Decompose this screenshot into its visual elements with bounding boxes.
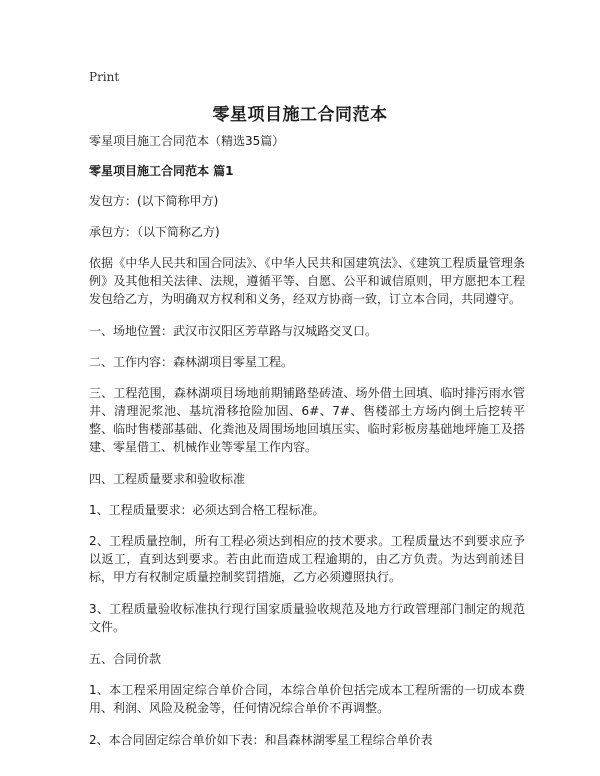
paragraph-quality-control: 2、工程质量控制，所有工程必须达到相应的技术要求。工程质量达不到要求应予以返工，直到达到要求。若由此而造成工程逾期的，由乙方负责。为达到前述目标，甲方有权制定质量控制奖罚措施，乙方必须遵照执行。: [89, 534, 525, 584]
print-label: Print: [89, 70, 120, 84]
paragraph-quality-requirement: 1、工程质量要求：必须达到合格工程标准。: [89, 503, 325, 517]
document-subtitle: 零星项目施工合同范本（精选35篇）: [89, 134, 285, 148]
paragraph-unit-price-table: 2、本合同固定综合单价如下表：和昌森林湖零星工程综合单价表: [89, 733, 433, 747]
paragraph-work-content: 二、工作内容：森林湖项目零星工程。: [89, 355, 294, 369]
page-title: 零星项目施工合同范本: [212, 105, 388, 125]
paragraph-legal-basis: 依据《中华人民共和国合同法》、《中华人民共和国建筑法》、《建筑工程质量管理条例》及其他相关法律、法规，遵循平等、自愿、公平和诚信原则，甲方愿把本工程发包给乙方，为明确双方权利和义务，经双方协商一致，订立本合同，共同遵守。: [89, 256, 525, 306]
paragraph-employer: 发包方：(以下简称甲方): [89, 194, 219, 208]
heading-contract-price: 五、合同价款: [89, 652, 162, 666]
heading-quality: 四、工程质量要求和验收标准: [89, 472, 246, 486]
paragraph-work-scope: 三、工程范围，森林湖项目场地前期铺路垫砖渣、场外借土回填、临时排污雨水管井、清理泥浆池、基坑滑移抢险加固、6#、7#、售楼部土方场内倒土后挖转平整、临时售楼部基础、化粪池及周围场地回填压实、临时彩板房基础地坪施工及搭建、零星借工、机械作业等零星工作内容。: [89, 386, 525, 454]
section-heading: 零星项目施工合同范本 篇1: [89, 164, 234, 178]
paragraph-fixed-price: 1、本工程采用固定综合单价合同，本综合单价包括完成本工程所需的一切成本费用、利润、风险及税金等，任何情况综合单价不再调整。: [89, 683, 525, 715]
paragraph-contractor: 承包方：（以下简称乙方): [89, 225, 220, 239]
paragraph-site-location: 一、场地位置：武汉市汉阳区芳草路与汉城路交叉口。: [89, 324, 378, 338]
document-body: [89, 132, 525, 762]
paragraph-acceptance-standard: 3、工程质量验收标准执行现行国家质量验收规范及地方行政管理部门制定的规范文件。: [89, 602, 525, 634]
